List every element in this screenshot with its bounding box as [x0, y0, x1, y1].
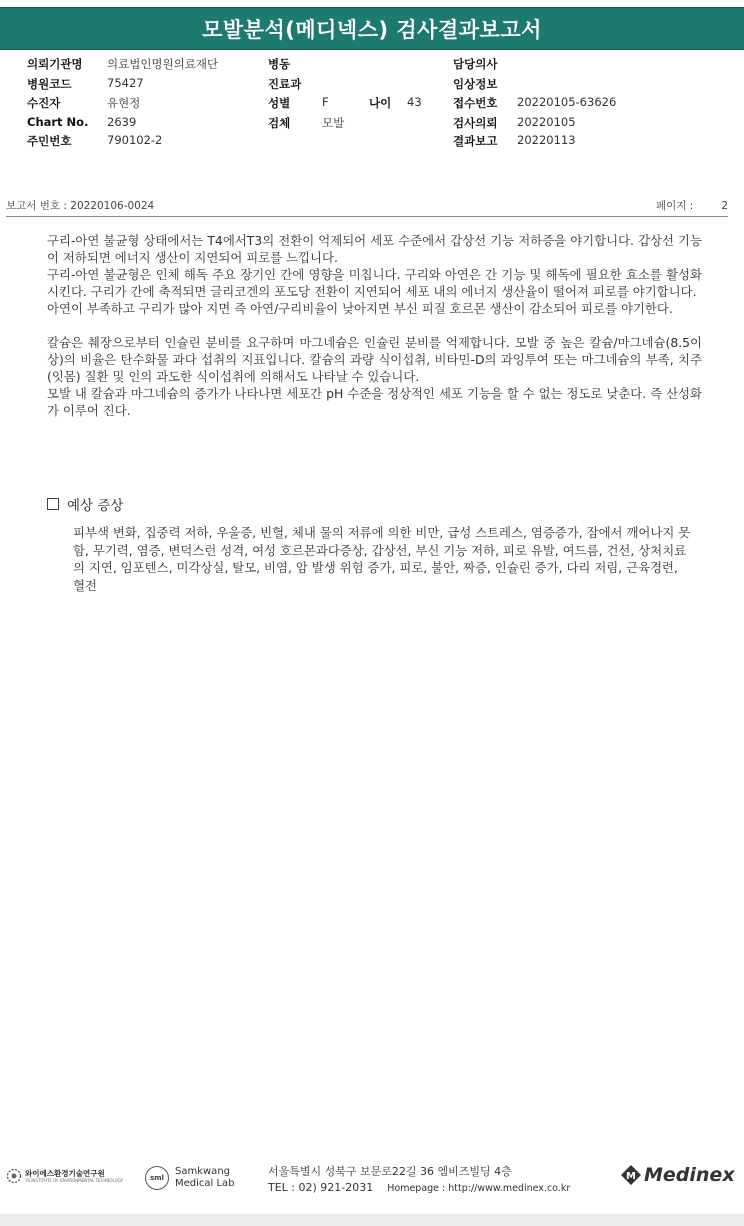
ys-institute-mark-icon [6, 1168, 22, 1184]
chart-no-value: 2639 [107, 115, 137, 129]
request-date-value: 20220105 [517, 115, 576, 129]
report-number: 보고서 번호 : 20220106-0024 [6, 200, 155, 212]
medinex-logo [620, 1164, 735, 1186]
chart-no-label: Chart No. [27, 115, 89, 129]
samkwang-line2: Medical Lab [175, 1178, 235, 1189]
receipt-no-label: 접수번호 [453, 96, 498, 110]
checkbox-square-icon [47, 498, 59, 510]
report-number-line [6, 196, 728, 217]
recipient-value: 유현정 [107, 96, 141, 110]
ys-institute-sub: YS INSTITUTE OF ENVIRONMENTAL TECHNOLOGY [25, 1177, 124, 1183]
report-date-label: 결과보고 [453, 134, 498, 148]
page-number: 2 [721, 200, 728, 212]
samkwang-line1: Samkwang [175, 1166, 230, 1177]
recipient-label: 수진자 [27, 96, 61, 110]
footer-homepage: Homepage : http://www.medinex.co.kr [387, 1183, 571, 1194]
resident-no-label: 주민번호 [27, 134, 72, 148]
specimen-label: 검체 [268, 116, 291, 130]
paragraph: 구리-아연 불균형은 인체 해독 주요 장기인 간에 영향을 미칩니다. 구리와 아연은 간 기능 및 해독에 필요한 효소를 활성화시킨다. 구리가 간에 축적되면 글리코겐의 포도당 전환이 지연되어 세포 내의 에너지 생산율이 떨어져 피로를 야기합니다. [47, 267, 702, 299]
symptoms-heading-text: 예상 증상 [67, 498, 124, 514]
report-title: 모발분석(메디넥스) 검사결과보고서 [202, 17, 542, 42]
page-label: 페이지 : [656, 200, 694, 212]
samkwang-mark-icon: sml [145, 1166, 169, 1190]
ys-institute-logo [6, 1168, 123, 1184]
bottom-strip [0, 1214, 744, 1226]
department-label: 진료과 [268, 77, 302, 91]
report-title-bar [0, 7, 744, 50]
sex-value: F [322, 95, 329, 109]
samkwang-logo [145, 1166, 235, 1190]
institution-label: 의뢰기관명 [27, 57, 83, 71]
doctor-label: 담당의사 [453, 57, 498, 71]
symptoms-list: 피부색 변화, 집중력 저하, 우울증, 빈혈, 체내 물의 저류에 의한 비만, 급성 스트레스, 염증증가, 잠에서 깨어나지 못함, 무기력, 염증, 변덕스런 성격, 여성 호르몬과다증상, 갑상선, 부신 기능 저하, 피로 유발, 여드름, 건선, 상처치료의 지연, 임포텐스, 미각상실, 탈모, 비염, 암 발생 위험 증가, 피로, 불안, 짜증, 인슐린 증가, 다리 저림, 근육경련, 혈전 [73, 525, 691, 593]
paragraph: 모발 내 칼슘과 마그네슘의 증가가 나타나면 세포간 pH 수준을 정상적인 세포 기능을 할 수 없는 정도로 낮춘다. 즉 산성화가 이루어 진다. [47, 386, 702, 418]
age-value: 43 [407, 95, 422, 109]
page-footer [0, 1156, 744, 1206]
hospital-code-value: 75427 [107, 76, 144, 90]
sex-label: 성별 [268, 96, 291, 110]
paragraph: 구리-아연 불균형 상태에서는 T4에서T3의 전환이 억제되어 세포 수준에서 갑상선 기능 저하증을 야기합니다. 갑상선 기능이 저하되면 에너지 생산이 지연되어 피로를 느낍니다. [47, 233, 702, 265]
footer-address-block [268, 1164, 570, 1197]
specimen-value: 모발 [322, 116, 345, 130]
ys-institute-name: 와이에스환경기술연구원 [25, 1168, 105, 1178]
ward-label: 병동 [268, 57, 291, 71]
age-label: 나이 [369, 96, 392, 110]
request-date-label: 검사의뢰 [453, 116, 498, 130]
institution-value: 의료법인명원의료재단 [107, 57, 219, 71]
symptoms-heading [47, 494, 123, 514]
resident-no-value: 790102-2 [107, 133, 163, 147]
receipt-no-value: 20220105-63626 [517, 95, 617, 109]
footer-address: 서울특별시 성북구 보문로22길 36 엠비즈빌딩 4층 [268, 1165, 512, 1178]
paragraph: 아연이 부족하고 구리가 많아 지면 즉 아연/구리비율이 낮아지면 부신 피질 호르몬 생산이 감소되어 피로를 야기한다. [47, 301, 673, 316]
page-indicator [656, 198, 728, 213]
patient-info-block [0, 56, 744, 156]
report-date-value: 20220113 [517, 133, 576, 147]
clinical-label: 임상정보 [453, 77, 498, 91]
report-body [47, 232, 702, 419]
medinex-wordmark: Medinex [644, 1164, 735, 1186]
paragraph: 칼슘은 췌장으로부터 인슐린 분비를 요구하며 마그네슘은 인슐린 분비를 억제합니다. 모발 중 높은 칼슘/마그네슘(8.5이상)의 비율은 탄수화물 과다 섭취의 지표입니다. 칼슘의 과량 식이섭취, 비타민-D의 과잉투여 또는 마그네슘의 부족, 치주(잇몸) 질환 및 인의 과도한 식이섭취에 의해서도 나타날 수 있습니다. [47, 335, 702, 384]
svg-text:M: M [626, 1171, 636, 1182]
medinex-diamond-icon [620, 1164, 642, 1186]
footer-tel: TEL : 02) 921-2031 [268, 1181, 374, 1194]
hospital-code-label: 병원코드 [27, 77, 72, 91]
